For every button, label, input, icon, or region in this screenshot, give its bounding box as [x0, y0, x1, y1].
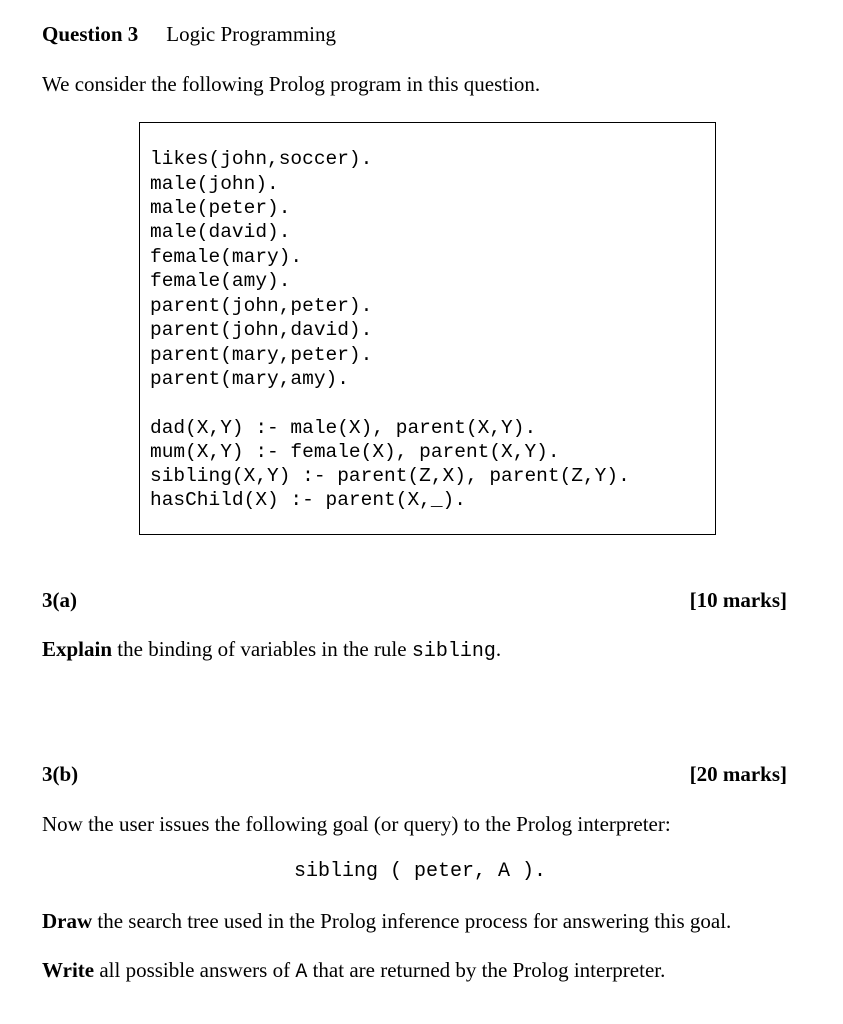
draw-instruction [42, 909, 731, 934]
explain-text: the binding of variables in the rule [112, 637, 412, 661]
part-b-label: 3(b) [42, 762, 79, 786]
prolog-query: sibling ( peter, A ). [294, 860, 547, 883]
code-line-fact: parent(john,peter). [150, 295, 373, 317]
explain-keyword: Explain [42, 637, 113, 661]
code-line-fact: female(amy). [150, 270, 291, 292]
part-a-instruction [42, 637, 501, 663]
code-line-fact: female(mary). [150, 246, 303, 268]
code-line-rule: mum(X,Y) :- female(X), parent(X,Y). [150, 441, 560, 463]
question-title: Logic Programming [166, 22, 336, 46]
code-line-rule: hasChild(X) :- parent(X,_). [150, 489, 466, 511]
part-a-marks: [10 marks] [689, 588, 787, 612]
write-text-1: all possible answers of [94, 958, 296, 982]
code-line-rule: sibling(X,Y) :- parent(Z,X), parent(Z,Y). [150, 465, 630, 487]
write-text-2: that are returned by the Prolog interpreter. [307, 958, 666, 982]
draw-keyword: Draw [42, 909, 93, 933]
code-line-fact: male(john). [150, 173, 279, 195]
code-line-fact: parent(mary,amy). [150, 368, 349, 390]
question-intro: We consider the following Prolog program in this question. [42, 72, 541, 96]
code-line-rule: dad(X,Y) :- male(X), parent(X,Y). [150, 417, 537, 439]
code-line-fact: parent(mary,peter). [150, 344, 373, 366]
write-keyword: Write [42, 958, 95, 982]
part-a-label: 3(a) [42, 588, 77, 612]
prolog-program-box [139, 122, 716, 535]
part-b-marks: [20 marks] [689, 762, 787, 786]
write-instruction [42, 958, 665, 984]
part-b-intro: Now the user issues the following goal (or query) to the Prolog interpreter: [42, 812, 671, 836]
code-line-fact: parent(john,david). [150, 319, 373, 341]
code-line-fact: likes(john,soccer). [150, 148, 373, 170]
code-line-fact: male(peter). [150, 197, 291, 219]
explain-end: . [495, 637, 502, 661]
question-heading [42, 22, 336, 47]
variable-a-code: A [295, 961, 308, 984]
sibling-code: sibling [411, 640, 496, 663]
question-number: Question 3 [42, 22, 139, 46]
code-line-fact: male(david). [150, 221, 291, 243]
draw-text: the search tree used in the Prolog inference process for answering this goal. [92, 909, 732, 933]
